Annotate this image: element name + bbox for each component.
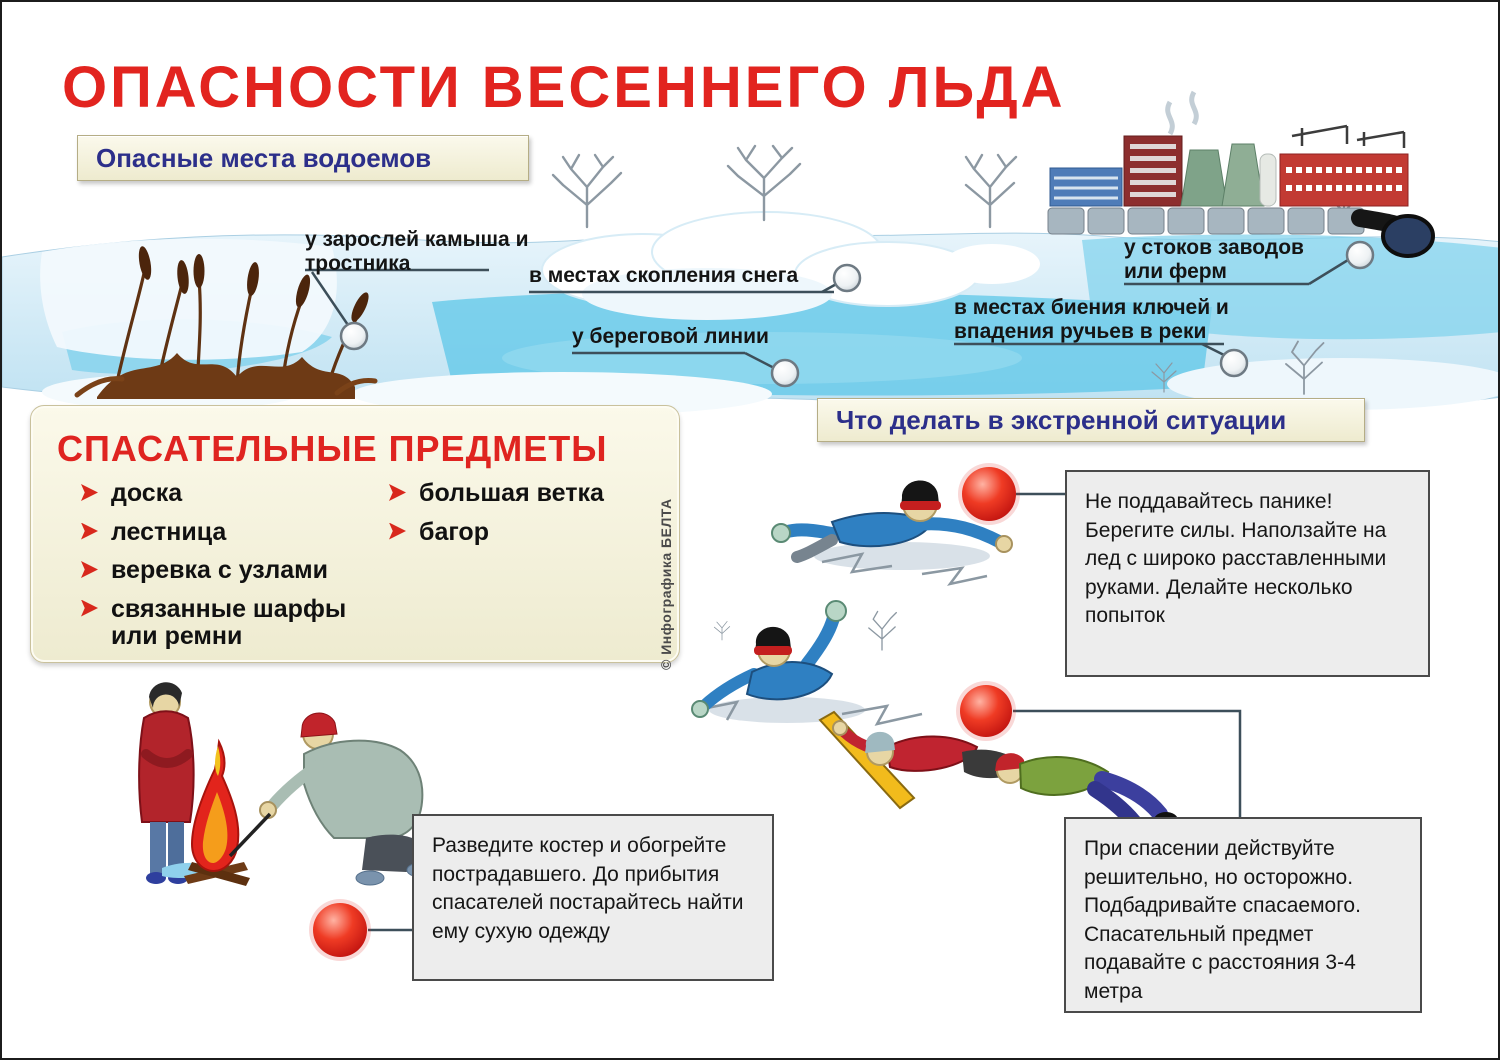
list-item [81,480,376,508]
hat-icon [301,713,337,737]
white-ball-marker [834,265,860,291]
item-label: лестница [111,517,227,546]
antenna-masts [1292,126,1404,148]
white-ball-marker [341,323,367,349]
list-item [389,480,659,508]
jeans [150,822,166,874]
bare-tree-icon [728,146,800,220]
hand-icon [996,536,1012,552]
item-label: связанные шарфы или ремни [111,594,347,650]
red-ball-marker [313,903,367,957]
credit-line: © Инфографика БЕЛТА [658,498,674,670]
white-ball-marker [1347,242,1373,268]
red-ball-marker [960,685,1012,737]
rescue-items-column-1 [81,480,376,662]
arrow-bullet-icon [389,484,406,501]
callout-springs-and-streams: в местах биения ключей и впадения ручьев в реки [954,296,1229,343]
white-ball-marker [772,360,798,386]
mitten-icon [692,701,708,717]
bush-icon [714,621,729,640]
poster-title: ОПАСНОСТИ ВЕСЕННЕГО ЛЬДА [62,55,1066,120]
arrow-bullet-icon [81,561,98,578]
arrow-bullet-icon [389,523,406,540]
person-in-ice-hole-illustration [692,601,922,724]
cooling-tower [1181,150,1227,206]
rescue-items-column-2 [389,480,659,557]
list-item [81,519,376,547]
campfire-scene-illustration [139,682,433,886]
tip-box-rescuing-others: При спасении действуйте решительно, но осторожно. Подбадривайте спасаемого. Спасательный предмет подавайте с расстояния 3-4 метра [1064,817,1422,1013]
callout-reeds: у зарослей камыша и тростника [305,228,529,275]
list-item [81,557,376,585]
item-label: доска [111,479,183,507]
item-label: веревка с узлами [111,556,329,584]
hat-icon [865,732,895,753]
mitten-icon [772,524,790,542]
white-ball-marker [1221,350,1247,376]
callout-factory-discharge: у стоков заводов или ферм [1124,236,1304,283]
item-label: большая ветка [419,479,604,507]
callout-snow-accumulation: в местах скопления снега [529,264,799,287]
tip-box-self-rescue: Не поддавайтесь панике! Берегите силы. Наползайте на лед с широко расставленными руками. Делайте несколько попыток [1065,470,1430,677]
shoe-icon [356,871,384,885]
bush-icon [869,612,897,651]
section-header-emergency: Что делать в экстренной ситуации [817,398,1365,442]
factory-building-red [1280,154,1408,206]
list-item [81,596,376,651]
rescuer-teal-jacket [304,741,422,838]
item-label: багор [419,517,489,546]
arrow-bullet-icon [81,600,98,617]
cooling-tower [1222,144,1264,206]
bare-tree-icon [966,155,1016,227]
arrow-bullet-icon [81,523,98,540]
bare-tree-icon [553,155,621,227]
list-item [389,519,659,547]
callout-shoreline: у береговой линии [572,325,769,348]
mitten-icon [826,601,846,621]
rescue-items-header: СПАСАТЕЛЬНЫЕ ПРЕДМЕТЫ [57,428,608,469]
hand-icon [833,721,847,735]
arrow-bullet-icon [81,484,98,501]
red-ball-marker [962,467,1016,521]
embankment [1048,208,1364,234]
section-header-dangerous-places: Опасные места водоемов [77,135,529,181]
rescue-items-box [30,405,680,663]
tip-box-campfire: Разведите костер и обогрейте пострадавшего. До прибытия спасателей постарайтесь найти ему сухую одежду [412,814,774,981]
